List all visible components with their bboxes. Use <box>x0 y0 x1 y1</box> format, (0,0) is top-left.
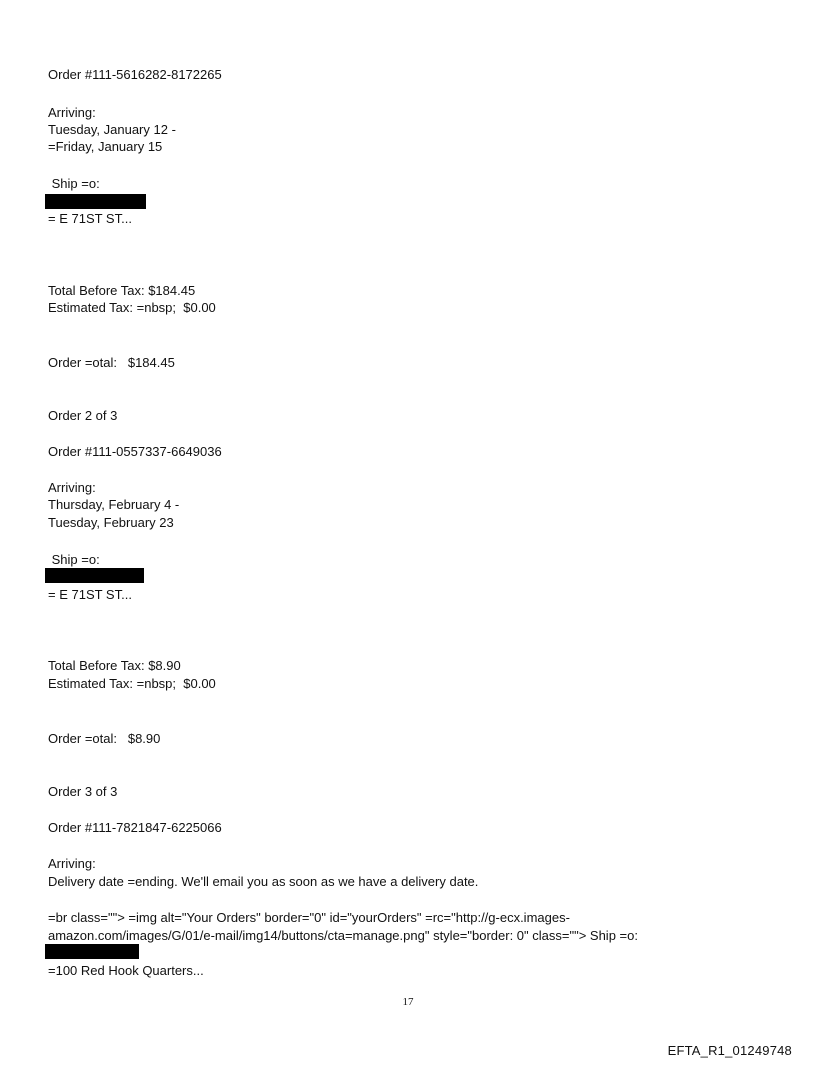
order-number: Order #111-5616282-8172265 <box>48 67 222 82</box>
order-number: Order #111-7821847-6225066 <box>48 820 222 835</box>
order-number: Order #111-0557337-6649036 <box>48 444 222 459</box>
arriving-date-end: Tuesday, February 23 <box>48 515 174 530</box>
arriving-label: Arriving: <box>48 856 96 871</box>
arriving-label: Arriving: <box>48 480 96 495</box>
bates-number: EFTA_R1_01249748 <box>667 1043 792 1058</box>
order-total: Order =otal: $8.90 <box>48 731 161 746</box>
total-before-tax: Total Before Tax: $184.45 <box>48 283 196 298</box>
arriving-date-start: Thursday, February 4 - <box>48 497 180 512</box>
ship-address: = E 71ST ST... <box>48 587 132 602</box>
delivery-pending-note: Delivery date =ending. We'll email you as soon as we have a delivery date. <box>48 874 479 889</box>
ship-to-label: Ship =o: <box>48 176 100 191</box>
arriving-date-start: Tuesday, January 12 - <box>48 122 176 137</box>
estimated-tax: Estimated Tax: =nbsp; $0.00 <box>48 676 216 691</box>
redaction-bar <box>45 944 139 959</box>
ship-to-label: Ship =o: <box>48 552 100 567</box>
redaction-bar <box>45 568 144 583</box>
redaction-bar <box>45 194 146 209</box>
ship-address: =100 Red Hook Quarters... <box>48 963 204 978</box>
order-counter: Order 3 of 3 <box>48 784 118 799</box>
order-counter: Order 2 of 3 <box>48 408 118 423</box>
ship-address: = E 71ST ST... <box>48 211 132 226</box>
raw-html-fragment: =br class=""> =img alt="Your Orders" border="0" id="yourOrders" =rc="http://g-ecx.images-amazon.com/images/G/01/e-mail/img14/buttons/cta=manage.png" style="border: 0" class=""> Ship =o: <box>48 910 638 943</box>
estimated-tax: Estimated Tax: =nbsp; $0.00 <box>48 300 216 315</box>
order-total: Order =otal: $184.45 <box>48 355 175 370</box>
total-before-tax: Total Before Tax: $8.90 <box>48 658 181 673</box>
arriving-date-end: =Friday, January 15 <box>48 139 163 154</box>
arriving-label: Arriving: <box>48 105 96 120</box>
page-number: 17 <box>402 996 414 1008</box>
